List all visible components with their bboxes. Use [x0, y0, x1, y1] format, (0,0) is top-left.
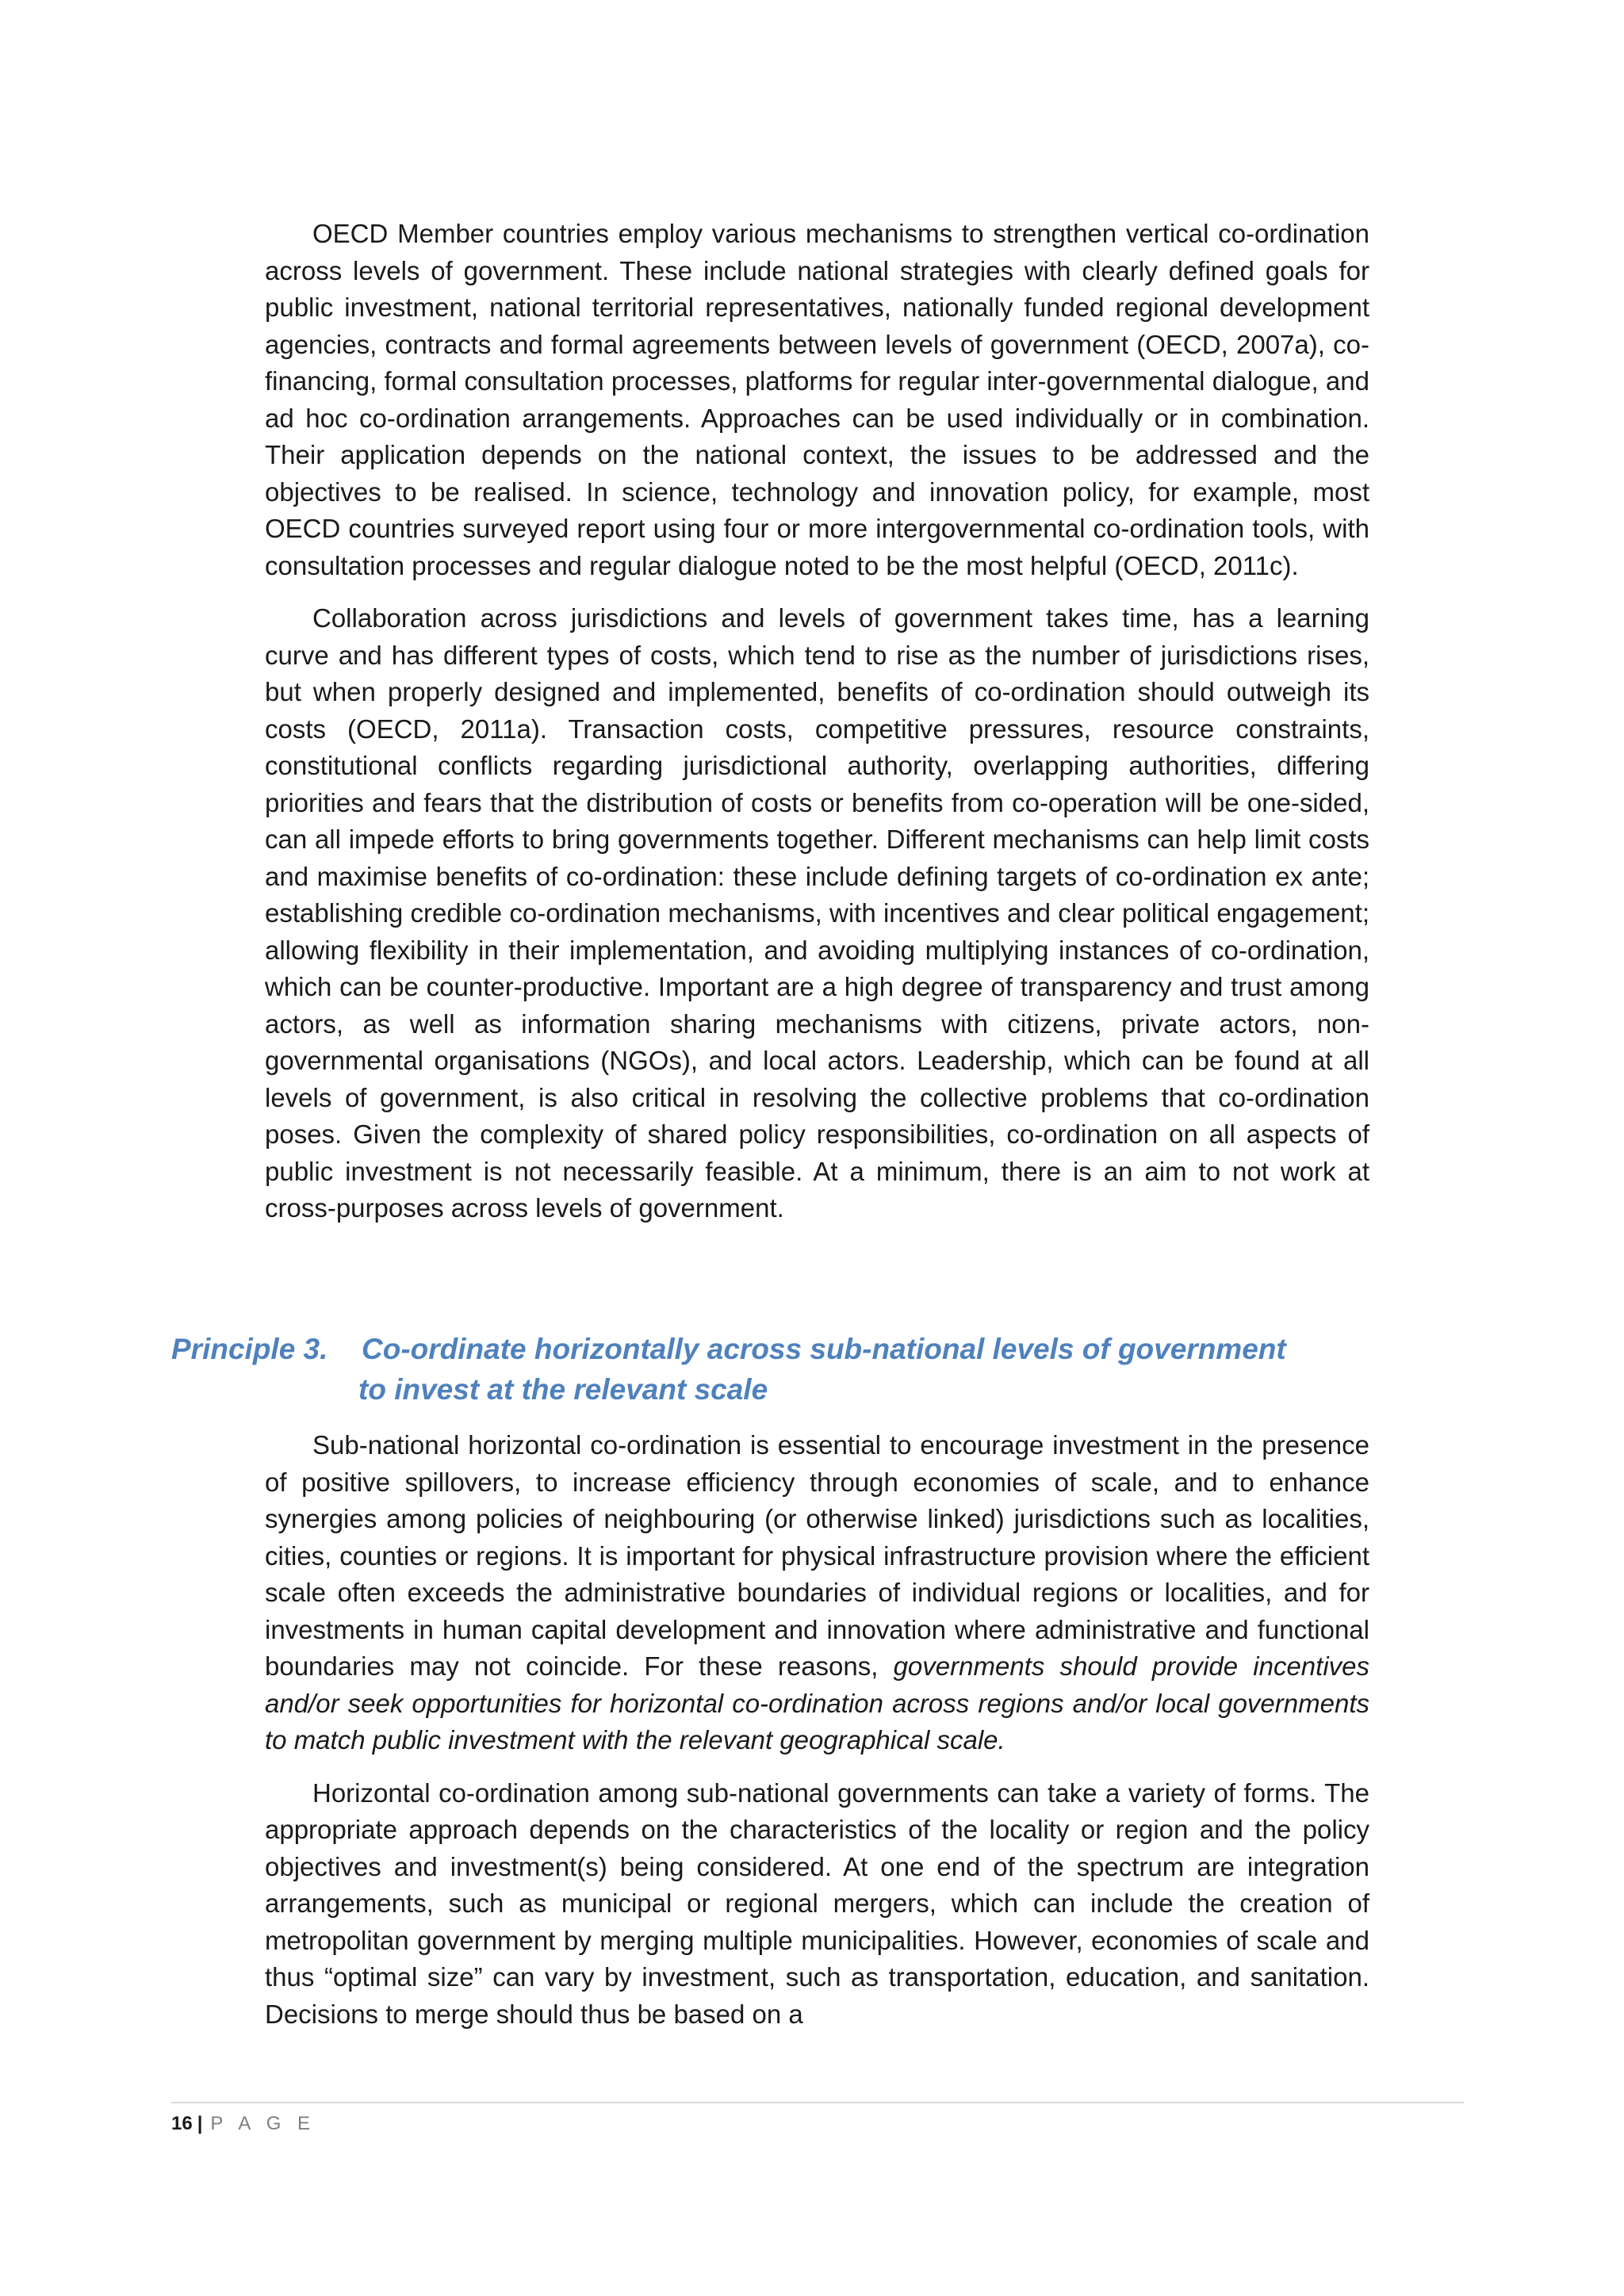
paragraph-horizontal-coordination-text: Sub-national horizontal co-ordination is essential to encourage investment in the presence of positive spillovers, to increase efficiency through economies of scale, and to enhance synergies among policies of neighbouring (or otherwise linked) jurisdictions such as localities, cities, counties or regions. It is important for physical infrastructure provision where the efficient scale often exceeds the administrative boundaries of individual regions or localities, and for investments in human capital development and innovation where administrative and functional boundaries may not coincide. For these reasons,	[265, 1430, 1369, 1681]
footer-divider	[171, 2102, 1464, 2103]
footer-page-label: P A G E	[210, 2113, 316, 2134]
principle-title-line-2: to invest at the relevant scale	[358, 1373, 768, 1406]
paragraph-collaboration-costs: Collaboration across jurisdictions and levels of government takes time, has a learning curve and has different types of costs, which tend to rise as the number of jurisdictions rises, but when properly designed and implemented, benefits of co-ordination should outweigh its costs (OECD, 2011a). Transaction costs, competitive pressures, resource constraints, constitutional conflicts regarding jurisdictional authority, overlapping authorities, differing priorities and fears that the distribution of costs or benefits from co-operation will be one-sided, can all impede efforts to bring governments together. Different mechanisms can help limit costs and maximise benefits of co-ordination: these include defining targets of co-ordination ex ante; establishing credible co-ordination mechanisms, with incentives and clear political engagement; allowing flexibility in their implementation, and avoiding multiplying instances of co-ordination, which can be counter-productive. Important are a high degree of transparency and trust among actors, as well as information sharing mechanisms with citizens, private actors, non-governmental organisations (NGOs), and local actors. Leadership, which can be found at all levels of government, is also critical in resolving the collective problems that co-ordination poses. Given the complexity of shared policy responsibilities, co-ordination on all aspects of public investment is not necessarily feasible. At a minimum, there is an aim to not work at cross-purposes across levels of government.	[265, 603, 1369, 1223]
body-text-top	[265, 216, 1369, 1243]
principle-title-line-1: Co-ordinate horizontally across sub-national levels of government	[362, 1333, 1286, 1365]
page-number: 16	[171, 2113, 193, 2134]
footer-separator: |	[197, 2113, 203, 2134]
paragraph-horizontal-forms: Horizontal co-ordination among sub-national governments can take a variety of forms. The appropriate approach depends on the characteristics of the locality or region and the policy objectives and investment(s) being considered. At one end of the spectrum are integration arrangements, such as municipal or regional mergers, which can include the creation of metropolitan government by merging multiple municipalities. However, economies of scale and thus “optimal size” can vary by investment, such as transportation, education, and sanitation. Decisions to merge should thus be based on a	[265, 1777, 1369, 2029]
paragraph-horizontal-coordination	[265, 1427, 1369, 1759]
page-footer	[171, 2112, 316, 2136]
body-text-bottom	[265, 1427, 1369, 2049]
principle-number: Principle 3.	[171, 1333, 328, 1365]
section-heading-principle-3	[171, 1329, 1408, 1410]
paragraph-horizontal-coordination-emphasis: governments should provide incentives and/or seek opportunities for horizontal co-ordination across regions and/or local governments to match public investment with the relevant geographical scale.	[265, 1651, 1369, 1755]
paragraph-vertical-coordination: OECD Member countries employ various mechanisms to strengthen vertical co-ordination across levels of government. These include national strategies with clearly defined goals for public investment, national territorial representatives, nationally funded regional development agencies, contracts and formal agreements between levels of government (OECD, 2007a), co-financing, formal consultation processes, platforms for regular inter-governmental dialogue, and ad hoc co-ordination arrangements. Approaches can be used individually or in combination. Their application depends on the national context, the issues to be addressed and the objectives to be realised. In science, technology and innovation policy, for example, most OECD countries surveyed report using four or more intergovernmental co-ordination tools, with consultation processes and regular dialogue noted to be the most helpful (OECD, 2011c).	[265, 219, 1369, 580]
